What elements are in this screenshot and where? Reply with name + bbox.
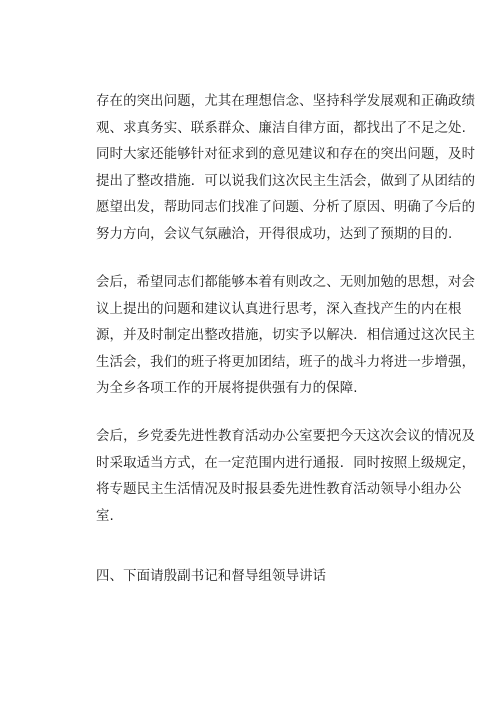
- paragraph-after-meeting-reporting: [96, 424, 476, 530]
- heading-text: 四、下面请殷副书记和督导组领导讲话: [96, 569, 327, 584]
- text-line: 努力方向，会议气氛融洽，开得很成功，达到了预期的目的.: [96, 226, 453, 242]
- text-line: 存在的突出问题，尤其在理想信念、坚持科学发展观和正确政绩: [96, 94, 476, 109]
- text-line: 同时大家还能够针对征求到的意见建议和存在的突出问题，及时: [96, 147, 476, 162]
- section-heading-four: [96, 564, 416, 591]
- text-line: 提出了整改措施．可以说我们这次民主生活会，做到了从团结的: [96, 173, 476, 189]
- paragraph-after-meeting-hopes: [96, 270, 476, 403]
- text-line: 愿望出发，帮助同志们找准了问题、分析了原因、明确了今后的: [96, 200, 476, 215]
- text-line: 会后，乡党委先进性教育活动办公室要把今天这次会议的情况及: [96, 429, 476, 444]
- text-line: 会后，希望同志们都能够本着有则改之、无则加勉的思想，对会: [96, 275, 476, 290]
- text-line: 将专题民主生活情况及时报县委先进性教育活动领导小组办公: [96, 482, 462, 497]
- text-line: 议上提出的问题和建议认真进行思考，深入查找产生的内在根: [96, 301, 462, 317]
- text-line: 生活会，我们的班子将更加团结，班子的战斗力将进一步增强，: [96, 354, 476, 370]
- text-line: 时采取适当方式，在一定范围内进行通报．同时按照上级规定，: [96, 455, 476, 471]
- text-line: 为全乡各项工作的开展将提供强有力的保障.: [96, 381, 358, 396]
- paragraph-democratic-life-meeting-summary: [96, 89, 476, 248]
- text-line: 室.: [96, 508, 114, 524]
- text-line: 源，并及时制定出整改措施，切实予以解决．相信通过这次民主: [96, 328, 476, 343]
- text-line: 观、求真务实、联系群众、廉洁自律方面，都找出了不足之处.: [96, 120, 467, 136]
